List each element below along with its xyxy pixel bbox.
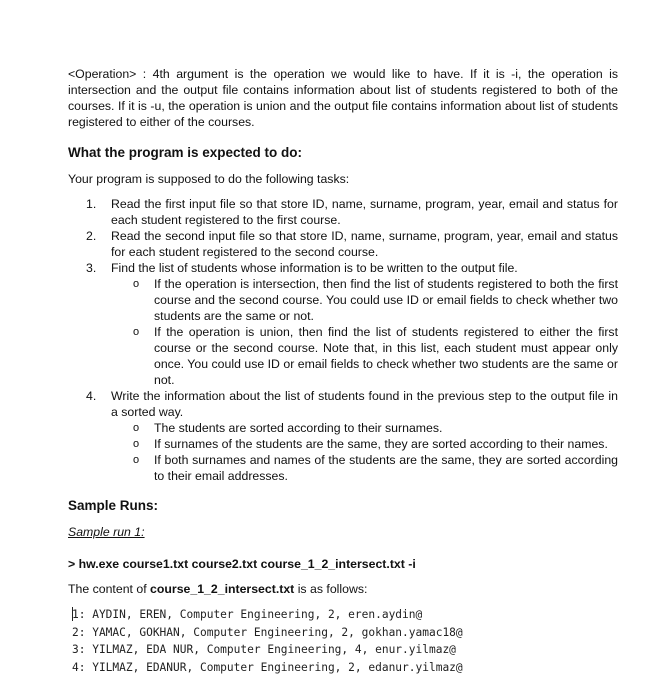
task-text: Read the second input file so that store ID, name, surname, program, year, email and status for each student registered to the second course.: [111, 229, 618, 259]
task-item-4: [86, 388, 618, 420]
sub-item-sort-email: [86, 452, 618, 484]
sub-item-text: If the operation is intersection, then find the list of students registered to both the first course and the second course. You could use ID or email fields to check whether two students are the same or not.: [154, 277, 618, 323]
tasks-intro: Your program is supposed to do the following tasks:: [68, 172, 350, 186]
task-number: 4.: [86, 389, 97, 403]
output-line: 3: YILMAZ, EDA NUR, Computer Engineering, 4, enur.yilmaz@: [72, 643, 456, 656]
bullet-icon: o: [133, 438, 140, 450]
task-item-2: [86, 228, 618, 260]
sub-item-text: The students are sorted according to their surnames.: [154, 421, 443, 435]
bullet-icon: o: [133, 326, 140, 338]
bullet-icon: o: [133, 278, 140, 290]
heading-sample-runs: Sample Runs:: [68, 498, 159, 513]
content-prefix: The content of: [68, 582, 151, 596]
task-text: Write the information about the list of students found in the previous step to the output file in a sorted way.: [111, 389, 618, 419]
sub-item-sort-surname: [86, 420, 618, 436]
content-description: [68, 581, 628, 597]
output-listing: [72, 606, 463, 676]
sub-item-sort-name: [86, 436, 618, 452]
sub-item-text: If both surnames and names of the students are the same, they are sorted according to their email addresses.: [154, 453, 618, 483]
sub-item-intersection: [86, 276, 618, 324]
content-suffix: is as follows:: [294, 582, 368, 596]
output-line: 2: YAMAC, GOKHAN, Computer Engineering, 2, gokhan.yamac18@: [72, 625, 463, 639]
task-item-1: [86, 196, 618, 228]
output-line: 4: YILMAZ, EDANUR, Computer Engineering, 2, edanur.yilmaz@: [72, 660, 463, 674]
content-filename: course_1_2_intersect.txt: [150, 582, 295, 596]
bullet-icon: o: [133, 454, 140, 466]
output-line: 1: AYDIN, EREN, Computer Engineering, 2, eren.aydin@: [72, 608, 423, 621]
sub-item-text: If the operation is union, then find the list of students registered to either the first course or the second course. Note that, in this list, each student must appear only once. You could use ID or email fields to check whether two students are the same or not.: [154, 325, 618, 387]
task-number: 1.: [86, 197, 97, 211]
task-text: Find the list of students whose information is to be written to the output file.: [111, 261, 518, 275]
heading-expected: What the program is expected to do:: [68, 145, 303, 160]
command-line: > hw.exe course1.txt course2.txt course_1_2_intersect.txt -i: [68, 557, 416, 571]
task-number: 2.: [86, 229, 97, 243]
sample-run-label: Sample run 1:: [68, 525, 145, 539]
bullet-icon: o: [133, 422, 140, 434]
sub-item-union: [86, 324, 618, 388]
task-list: [86, 196, 618, 484]
task-text: Read the first input file so that store ID, name, surname, program, year, email and status for each student registered to the first course.: [111, 197, 618, 227]
sub-item-text: If surnames of the students are the same, they are sorted according to their names.: [154, 437, 608, 451]
task-number: 3.: [86, 261, 97, 275]
task-item-3: [86, 260, 618, 276]
operation-paragraph: <Operation> : 4th argument is the operation we would like to have. If it is -i, the operation is intersection and the output file contains information about list of students registered to both of the courses. If it is -u, the operation is union and the output file contains information about list of students registered to either of the courses.: [68, 67, 618, 129]
